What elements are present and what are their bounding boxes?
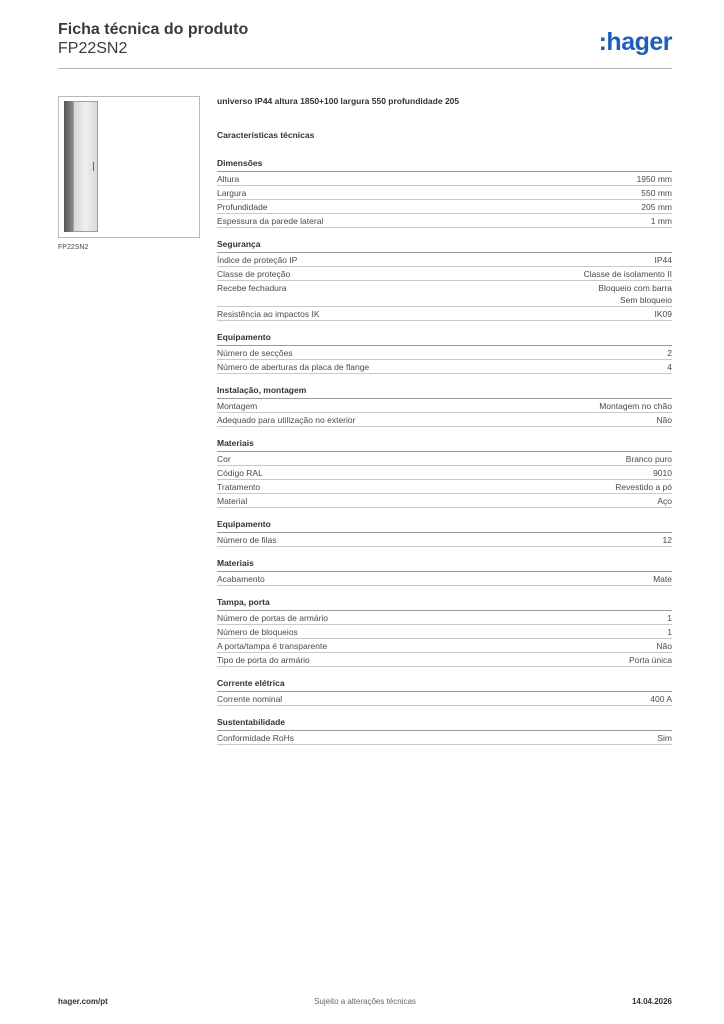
spec-section: [217, 438, 672, 508]
footer-note: Sujeito a alterações técnicas: [314, 997, 416, 1006]
spec-value-text: Aço: [657, 496, 672, 506]
spec-label: Montagem: [217, 401, 258, 411]
spec-row: [217, 214, 672, 228]
spec-value-text: 4: [667, 362, 672, 372]
spec-row: [217, 653, 672, 667]
cabinet-door: [73, 101, 98, 232]
section-title: Segurança: [217, 239, 672, 253]
spec-label: Material: [217, 496, 248, 506]
spec-row: [217, 466, 672, 480]
spec-row: [217, 281, 672, 307]
cabinet-handle: [93, 162, 94, 171]
section-title: Sustentabilidade: [217, 717, 672, 731]
section-title: Materiais: [217, 558, 672, 572]
spec-value-text: 205 mm: [641, 202, 672, 212]
spec-value-text: Mate: [653, 574, 672, 584]
spec-value-text: Não: [656, 415, 672, 425]
spec-section: [217, 717, 672, 745]
spec-value-text: Revestido a pó: [615, 482, 672, 492]
spec-row: [217, 480, 672, 494]
spec-value-text: 9010: [653, 468, 672, 478]
section-title: Materiais: [217, 438, 672, 452]
spec-value-text: Classe de isolamento II: [583, 269, 672, 279]
spec-row: [217, 399, 672, 413]
spec-value-text: 1 mm: [650, 216, 672, 226]
spec-label: Profundidade: [217, 202, 268, 212]
spec-row: [217, 692, 672, 706]
spec-label: Número de filas: [217, 535, 277, 545]
spec-section: [217, 385, 672, 427]
spec-value-text: Sem bloqueio: [620, 295, 672, 305]
spec-row: [217, 307, 672, 321]
spec-row: [217, 172, 672, 186]
spec-value: [641, 187, 672, 199]
footer-date: 14.04.2026: [631, 997, 672, 1006]
spec-value: [651, 215, 672, 227]
spec-value: [663, 534, 672, 546]
product-description: universo IP44 altura 1850+100 largura 550 profundidade 205: [217, 96, 460, 106]
spec-label: Altura: [217, 174, 240, 184]
spec-value: [615, 481, 672, 493]
spec-value: [650, 693, 672, 705]
spec-value: [655, 254, 673, 266]
spec-value-text: Bloqueio com barra: [598, 283, 672, 293]
spec-value: [637, 173, 672, 185]
section-title: Equipamento: [217, 519, 672, 533]
spec-row: [217, 360, 672, 374]
spec-value-text: IP44: [654, 255, 672, 265]
spec-row: [217, 494, 672, 508]
spec-value-text: Montagem no chão: [599, 401, 672, 411]
spec-label: Resistência ao impactos IK: [217, 309, 320, 319]
spec-value-text: Não: [656, 641, 672, 651]
spec-row: [217, 200, 672, 214]
spec-value: [667, 361, 672, 373]
spec-label: Corrente nominal: [217, 694, 283, 704]
spec-value: [667, 626, 672, 638]
spec-value: [657, 495, 672, 507]
spec-row: [217, 625, 672, 639]
page-footer: [58, 997, 672, 1009]
specs-heading: Características técnicas: [217, 130, 315, 140]
spec-value: [657, 732, 672, 744]
spec-value: [599, 400, 672, 412]
section-title: Corrente elétrica: [217, 678, 672, 692]
spec-value-text: 1: [667, 627, 672, 637]
spec-value: [655, 308, 673, 320]
cabinet-illustration: [64, 101, 98, 232]
spec-content: [217, 96, 672, 745]
spec-section: [217, 519, 672, 547]
spec-section: [217, 239, 672, 321]
spec-value-text: 400 A: [650, 694, 672, 704]
spec-row: [217, 346, 672, 360]
section-title: Dimensões: [217, 158, 672, 172]
spec-label: Tipo de porta do armário: [217, 655, 310, 665]
spec-row: [217, 639, 672, 653]
spec-value-text: 1: [667, 613, 672, 623]
spec-row: [217, 413, 672, 427]
spec-label: Código RAL: [217, 468, 263, 478]
spec-section: [217, 597, 672, 667]
spec-value-text: Sim: [657, 733, 672, 743]
spec-row: [217, 452, 672, 466]
spec-row: [217, 731, 672, 745]
spec-label: Índice de proteção IP: [217, 255, 298, 265]
spec-value-text: 12: [662, 535, 672, 545]
spec-label: Acabamento: [217, 574, 265, 584]
spec-value: [629, 654, 672, 666]
image-caption: FP22SN2: [58, 244, 89, 251]
spec-value: [626, 453, 672, 465]
spec-row: [217, 533, 672, 547]
product-code: FP22SN2: [58, 40, 128, 57]
spec-row: [217, 186, 672, 200]
hager-logo: :hager: [598, 28, 672, 56]
spec-value-text: 2: [667, 348, 672, 358]
product-image: [58, 96, 200, 238]
spec-label: Tratamento: [217, 482, 261, 492]
spec-value-text: Branco puro: [625, 454, 672, 464]
section-title: Equipamento: [217, 332, 672, 346]
spec-value: [653, 573, 672, 585]
spec-value: [667, 612, 672, 624]
spec-value-text: 1950 mm: [636, 174, 672, 184]
section-title: Instalação, montagem: [217, 385, 672, 399]
cabinet-side: [64, 101, 73, 232]
spec-section: [217, 558, 672, 586]
spec-value: [598, 282, 672, 306]
spec-value: [653, 467, 672, 479]
spec-label: Número de bloqueios: [217, 627, 298, 637]
spec-label: Número de secções: [217, 348, 293, 358]
spec-section: [217, 678, 672, 706]
spec-label: Recebe fechadura: [217, 283, 287, 293]
spec-row: [217, 572, 672, 586]
spec-row: [217, 253, 672, 267]
page-header: [58, 20, 672, 58]
spec-label: Número de aberturas da placa de flange: [217, 362, 370, 372]
spec-label: Largura: [217, 188, 247, 198]
spec-label: A porta/tampa é transparente: [217, 641, 328, 651]
spec-value: [641, 201, 672, 213]
section-title: Tampa, porta: [217, 597, 672, 611]
spec-sections: [217, 158, 672, 745]
spec-label: Cor: [217, 454, 231, 464]
spec-label: Classe de proteção: [217, 269, 291, 279]
spec-label: Número de portas de armário: [217, 613, 329, 623]
spec-value-text: IK09: [654, 309, 672, 319]
header-divider: [58, 68, 672, 69]
spec-value-text: Porta única: [629, 655, 672, 665]
spec-value: [656, 414, 672, 426]
spec-section: [217, 158, 672, 228]
spec-value: [667, 347, 672, 359]
spec-row: [217, 611, 672, 625]
spec-section: [217, 332, 672, 374]
spec-value-text: 550 mm: [641, 188, 672, 198]
spec-value: [584, 268, 672, 280]
footer-website: hager.com/pt: [58, 997, 108, 1006]
spec-label: Espessura da parede lateral: [217, 216, 324, 226]
spec-row: [217, 267, 672, 281]
document-title: Ficha técnica do produto: [58, 21, 249, 38]
spec-label: Adequado para utilização no exterior: [217, 415, 356, 425]
spec-label: Conformidade RoHs: [217, 733, 295, 743]
spec-value: [656, 640, 672, 652]
